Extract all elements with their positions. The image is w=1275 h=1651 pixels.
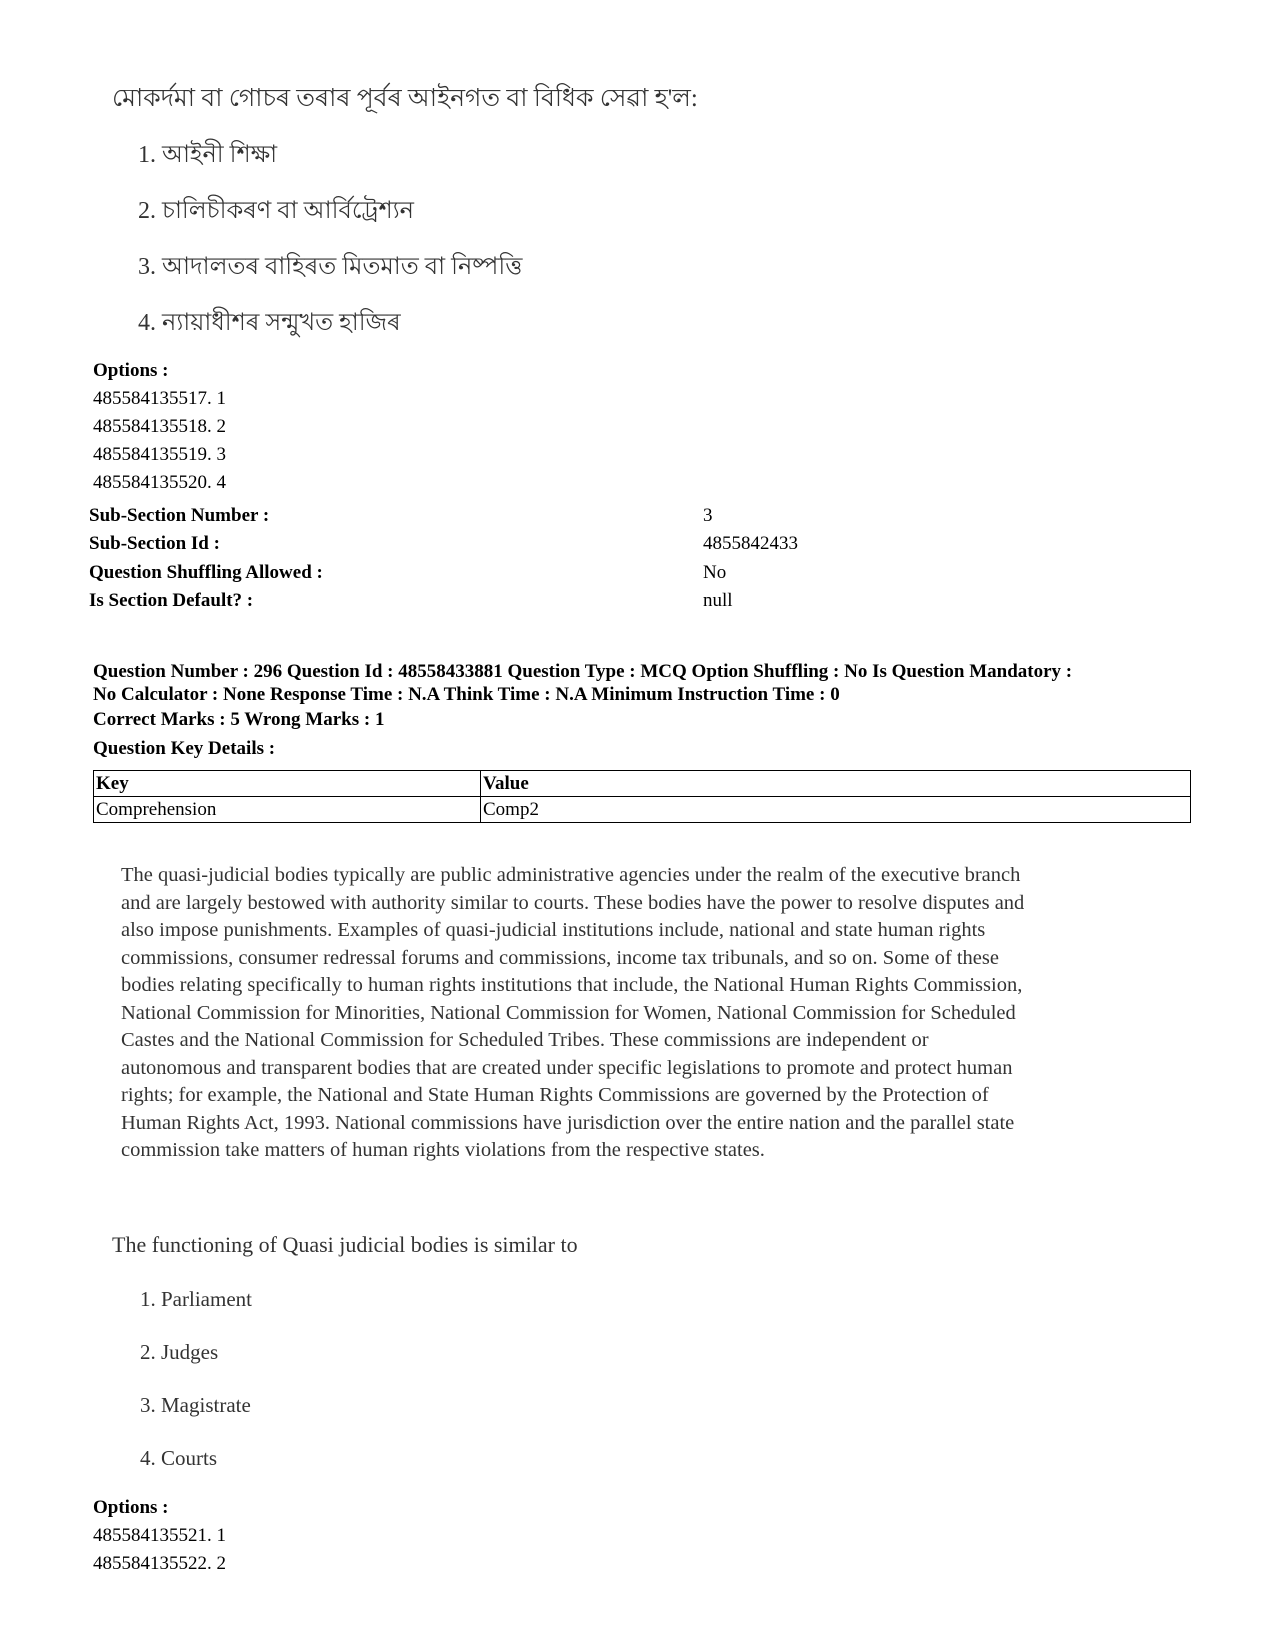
section-default-value: null (703, 590, 733, 611)
prev-option-4: 485584135520. 4 (93, 472, 226, 493)
table-cell-value: Comp2 (481, 797, 1191, 823)
option-1: 485584135521. 1 (93, 1525, 226, 1546)
passage-line: commissions, consumer redressal forums and commissions, income tax tribunals, and so on. Some of these (121, 946, 999, 969)
passage-line: and are largely bestowed with authority similar to courts. These bodies have the power to resolve disputes and (121, 891, 1025, 914)
comprehension-passage (121, 862, 1171, 1165)
passage-line: rights; for example, the National and State Human Rights Commissions are governed by the Protection of (121, 1084, 989, 1106)
passage-line: National Commission for Minorities, National Commission for Women, National Commission for Scheduled (121, 1001, 1016, 1024)
prev-option-1: 485584135517. 1 (93, 388, 226, 409)
prev-choice-1: 1. আইনী শিক্ষা (138, 142, 278, 168)
options-title: Options : (93, 1497, 169, 1518)
section-default-label: Is Section Default? : (89, 590, 254, 611)
passage-line: commission take matters of human rights violations from the respective states. (121, 1139, 765, 1161)
passage-line: autonomous and transparent bodies that are created under specific legislations to promote and protect human (121, 1056, 1013, 1079)
choice-4: 4. Courts (140, 1446, 218, 1470)
passage-line: bodies relating specifically to human rights institutions that include, the National Human Rights Commission, (121, 974, 1023, 996)
subsection-id-value: 4855842433 (703, 533, 798, 554)
table-cell-key: Comprehension (94, 797, 481, 823)
table-header-key: Key (94, 771, 481, 797)
prev-option-2: 485584135518. 2 (93, 416, 226, 437)
prev-choice-4: 4. ন্যায়াধীশৰ সন্মুখত হাজিৰ (138, 310, 401, 336)
question-stem: The functioning of Quasi judicial bodies is similar to (112, 1232, 578, 1257)
shuffling-allowed-label: Question Shuffling Allowed : (89, 562, 323, 583)
question-header-line-1: Question Number : 296 Question Id : 48558433881 Question Type : MCQ Option Shuffling : No Is Question Mandatory : (93, 661, 1073, 682)
prev-question-stem: মোকৰ্দমা বা গোচৰ তৰাৰ পূৰ্বৰ আইনগত বা বিধিক সেৱা হ'ল: (112, 85, 698, 112)
passage-line: also impose punishments. Examples of quasi-judicial institutions include, national and state human rights (121, 919, 986, 941)
table-header-value: Value (481, 771, 1191, 797)
prev-options-title: Options : (93, 360, 169, 381)
shuffling-allowed-value: No (703, 562, 727, 583)
passage-line: Castes and the National Commission for Scheduled Tribes. These commissions are independent or (121, 1029, 929, 1051)
prev-choice-3: 3. আদালতৰ বাহিৰত মিতমাত বা নিষ্পত্তি (138, 254, 523, 280)
question-header (93, 660, 1193, 706)
option-2: 485584135522. 2 (93, 1553, 226, 1574)
passage-line: The quasi-judicial bodies typically are public administrative agencies under the realm of the executive branch (121, 864, 1021, 886)
table-row (94, 797, 1191, 823)
subsection-id-label: Sub-Section Id : (89, 533, 220, 554)
key-details-title: Question Key Details : (93, 738, 276, 759)
subsection-number-label: Sub-Section Number : (89, 505, 270, 526)
prev-option-3: 485584135519. 3 (93, 444, 226, 465)
key-details-table (93, 770, 1191, 823)
question-marks: Correct Marks : 5 Wrong Marks : 1 (93, 709, 385, 730)
question-header-line-2: No Calculator : None Response Time : N.A Think Time : N.A Minimum Instruction Time : 0 (93, 684, 840, 705)
choice-1: 1. Parliament (140, 1287, 252, 1311)
subsection-number-value: 3 (703, 505, 713, 526)
prev-choice-2: 2. চালিচীকৰণ বা আৰ্বিট্ৰেশ্যন (138, 198, 415, 224)
table-header-row (94, 771, 1191, 797)
choice-3: 3. Magistrate (140, 1393, 251, 1417)
choice-2: 2. Judges (140, 1340, 219, 1364)
passage-line: Human Rights Act, 1993. National commissions have jurisdiction over the entire nation and the parallel state (121, 1111, 1015, 1134)
